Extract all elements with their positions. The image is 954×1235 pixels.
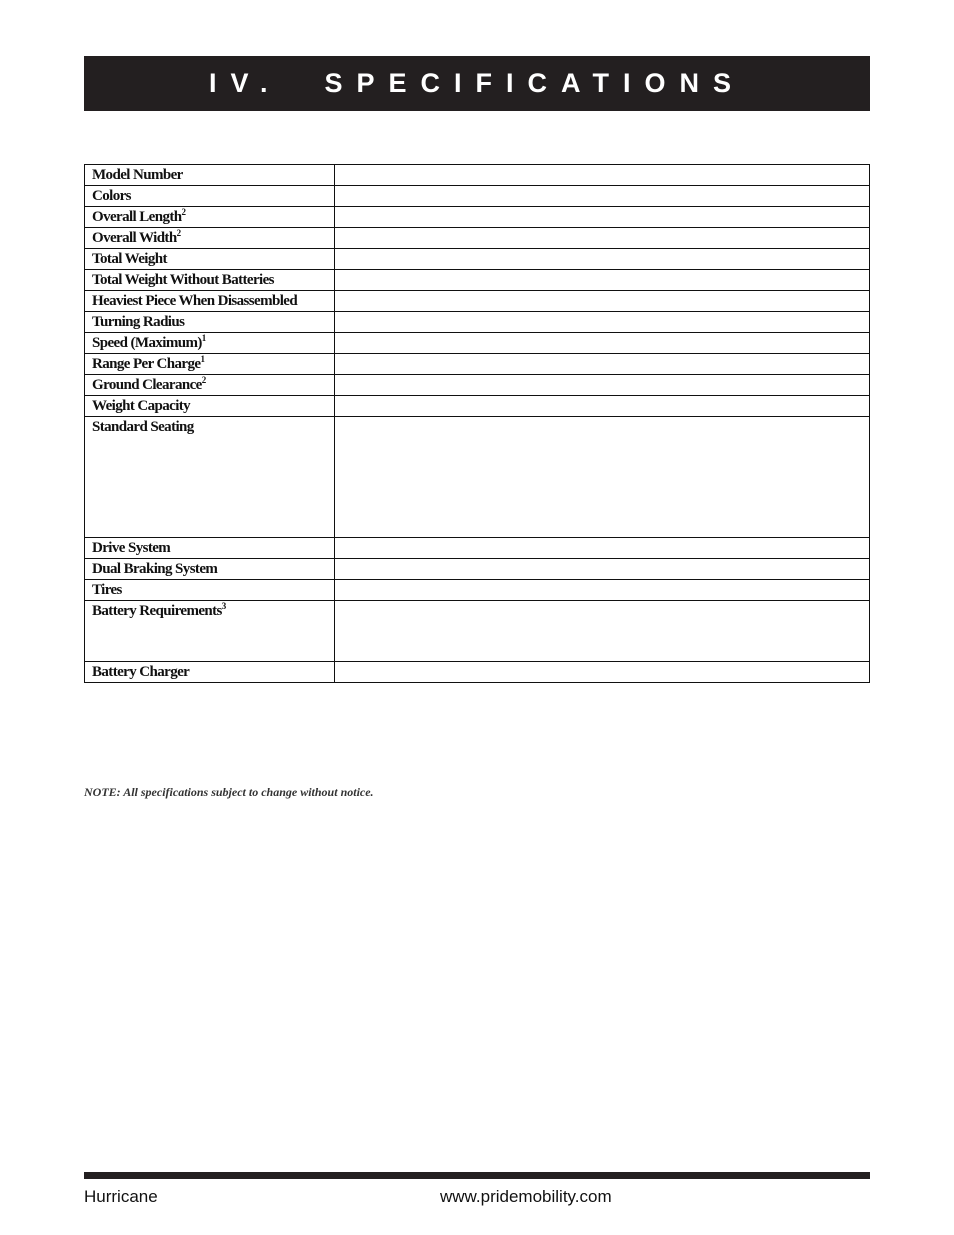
spec-value [335, 662, 870, 683]
spec-value [335, 580, 870, 601]
footer-website: www.pridemobility.com [440, 1187, 612, 1206]
spec-value [335, 538, 870, 559]
spec-value [335, 312, 870, 333]
table-row [85, 312, 870, 333]
specifications-table [84, 164, 870, 683]
spec-value [335, 333, 870, 354]
table-row [85, 354, 870, 375]
spec-label: Model Number [85, 165, 335, 186]
footnote-ref: 2 [181, 207, 187, 217]
spec-value [335, 186, 870, 207]
table-row [85, 601, 870, 662]
table-row [85, 165, 870, 186]
spec-value [335, 207, 870, 228]
table-row [85, 375, 870, 396]
table-row [85, 417, 870, 538]
spec-value [335, 291, 870, 312]
spec-value [335, 354, 870, 375]
spec-value [335, 228, 870, 249]
table-row [85, 396, 870, 417]
table-row [85, 333, 870, 354]
spec-value [335, 249, 870, 270]
table-row [85, 270, 870, 291]
spec-value [335, 601, 870, 662]
spec-value [335, 396, 870, 417]
spec-label: Ground Clearance$^2$ [85, 375, 335, 396]
footer-divider [84, 1172, 870, 1179]
spec-label: Battery Charger [85, 662, 335, 683]
spec-value [335, 165, 870, 186]
table-row [85, 249, 870, 270]
spec-label: Drive System [85, 538, 335, 559]
spec-label: Turning Radius [85, 312, 335, 333]
table-row [85, 228, 870, 249]
spec-label: Total Weight [85, 249, 335, 270]
spec-value [335, 270, 870, 291]
table-row [85, 207, 870, 228]
table-row [85, 580, 870, 601]
specifications-note: NOTE: All specifications subject to change without notice. [84, 785, 374, 799]
table-row [85, 538, 870, 559]
spec-label: Overall Length$^2$ [85, 207, 335, 228]
spec-label: Tires [85, 580, 335, 601]
table-row [85, 291, 870, 312]
spec-label: Speed (Maximum)$^1$ [85, 333, 335, 354]
section-title-bar [84, 56, 870, 111]
spec-label: Colors [85, 186, 335, 207]
spec-label: Battery Requirements$^3$ [85, 601, 335, 662]
table-row [85, 559, 870, 580]
spec-label: Range Per Charge$^1$ [85, 354, 335, 375]
spec-value [335, 375, 870, 396]
spec-label: Total Weight Without Batteries [85, 270, 335, 291]
spec-label: Heaviest Piece When Disassembled [85, 291, 335, 312]
footnote-ref: 2 [176, 228, 182, 238]
spec-value [335, 417, 870, 538]
footnote-ref: 1 [200, 354, 205, 364]
spec-label: Overall Width$^2$ [85, 228, 335, 249]
footnote-ref: 3 [221, 601, 227, 611]
table-row [85, 186, 870, 207]
spec-label: Standard Seating [85, 417, 335, 538]
footnote-ref: 2 [201, 375, 207, 385]
spec-label: Weight Capacity [85, 396, 335, 417]
section-title: IV. SPECIFICATIONS [208, 68, 746, 98]
footer-product-name: Hurricane [84, 1187, 158, 1206]
footnote-ref: 1 [201, 333, 207, 343]
spec-value [335, 559, 870, 580]
spec-label: Dual Braking System [85, 559, 335, 580]
table-row [85, 662, 870, 683]
